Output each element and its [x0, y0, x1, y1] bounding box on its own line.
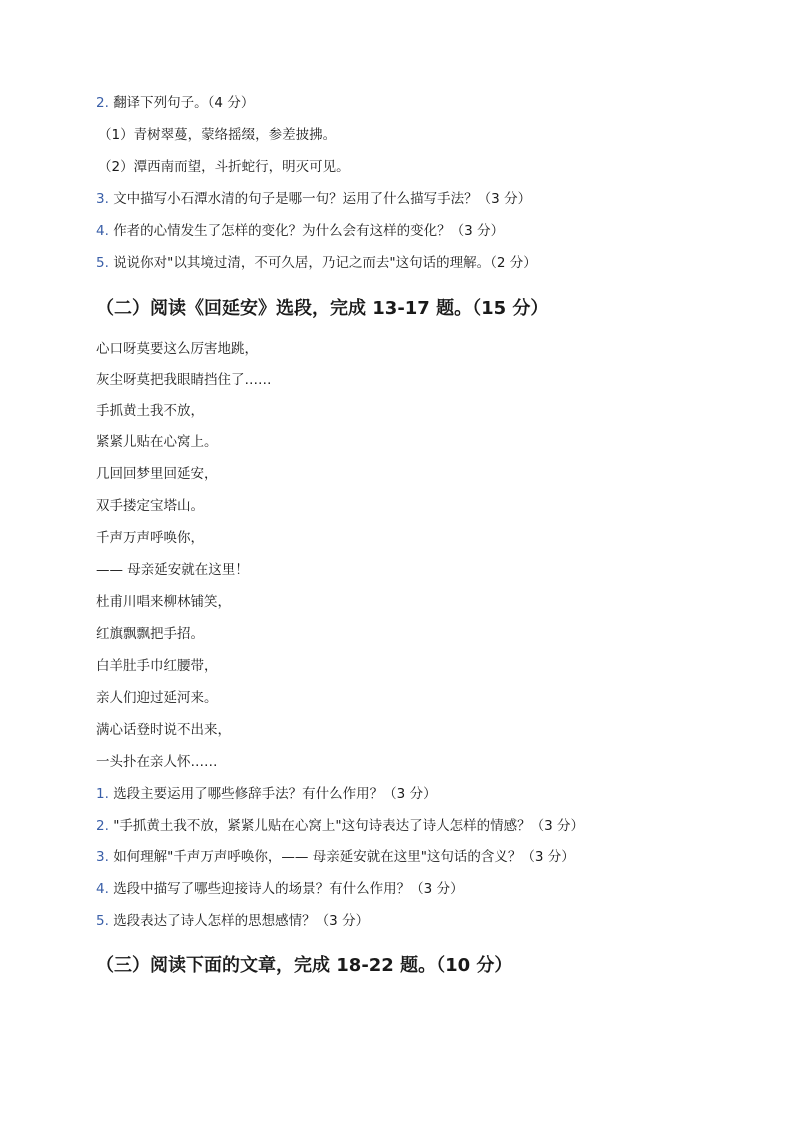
- question-text: 如何理解"千声万声呼唤你，—— 母亲延安就在这里"这句话的含义？（3 分）: [113, 849, 575, 865]
- question-item: [96, 94, 254, 112]
- section-heading: （三）阅读下面的文章，完成 18-22 题。（10 分）: [96, 955, 513, 976]
- poem-line: 杜甫川唱来柳林铺笑，: [96, 594, 231, 610]
- question-text: "手抓黄土我不放，紧紧儿贴在心窝上"这句诗表达了诗人怎样的情感？（3 分）: [113, 818, 584, 834]
- question-text: 选段表达了诗人怎样的思想感情？（3 分）: [113, 913, 370, 929]
- question-number: 4.: [96, 223, 109, 239]
- question-text: 选段主要运用了哪些修辞手法？有什么作用？（3 分）: [113, 786, 437, 802]
- poem-line: 千声万声呼唤你，: [96, 530, 204, 546]
- sub-question-text: （2）潭西南而望，斗折蛇行，明灭可见。: [98, 159, 350, 175]
- poem-line: 双手搂定宝塔山。: [96, 498, 204, 514]
- question-item: [96, 848, 575, 866]
- question-number: 5.: [96, 913, 109, 929]
- question-item: [96, 912, 369, 930]
- question-text: 说说你对"以其境过清，不可久居，乃记之而去"这句话的理解。（2 分）: [113, 255, 537, 271]
- poem-line: 灰尘呀莫把我眼睛挡住了……: [96, 372, 272, 388]
- question-item: [96, 222, 504, 240]
- section-heading: （二）阅读《回延安》选段，完成 13-17 题。（15 分）: [96, 298, 549, 319]
- sub-question-item: [98, 158, 350, 176]
- question-number: 2.: [96, 95, 109, 111]
- poem-line: 满心话登时说不出来，: [96, 722, 231, 738]
- question-item: [96, 190, 531, 208]
- question-item: [96, 817, 584, 835]
- poem-line: 心口呀莫要这么厉害地跳，: [96, 341, 258, 357]
- question-text: 文中描写小石潭水清的句子是哪一句？运用了什么描写手法？（3 分）: [113, 191, 532, 207]
- poem-line: 白羊肚手巾红腰带，: [96, 658, 218, 674]
- question-item: [96, 880, 464, 898]
- question-text: 作者的心情发生了怎样的变化？为什么会有这样的变化？（3 分）: [113, 223, 505, 239]
- question-item: [96, 254, 537, 272]
- question-number: 1.: [96, 786, 109, 802]
- question-item: [96, 785, 437, 803]
- question-number: 4.: [96, 881, 109, 897]
- poem-line: 紧紧儿贴在心窝上。: [96, 434, 218, 450]
- question-text: 选段中描写了哪些迎接诗人的场景？有什么作用？（3 分）: [113, 881, 464, 897]
- question-number: 3.: [96, 191, 109, 207]
- poem-line: —— 母亲延安就在这里！: [96, 562, 249, 578]
- question-number: 3.: [96, 849, 109, 865]
- poem-line: 红旗飘飘把手招。: [96, 626, 204, 642]
- question-number: 2.: [96, 818, 109, 834]
- poem-line: 几回回梦里回延安，: [96, 466, 218, 482]
- poem-line: 亲人们迎过延河来。: [96, 690, 218, 706]
- question-number: 5.: [96, 255, 109, 271]
- poem-line: 一头扑在亲人怀……: [96, 754, 218, 770]
- question-text: 翻译下列句子。（4 分）: [113, 95, 255, 111]
- sub-question-item: [98, 126, 336, 144]
- poem-line: 手抓黄土我不放，: [96, 403, 204, 419]
- sub-question-text: （1）青树翠蔓，蒙络摇缀，参差披拂。: [98, 127, 337, 143]
